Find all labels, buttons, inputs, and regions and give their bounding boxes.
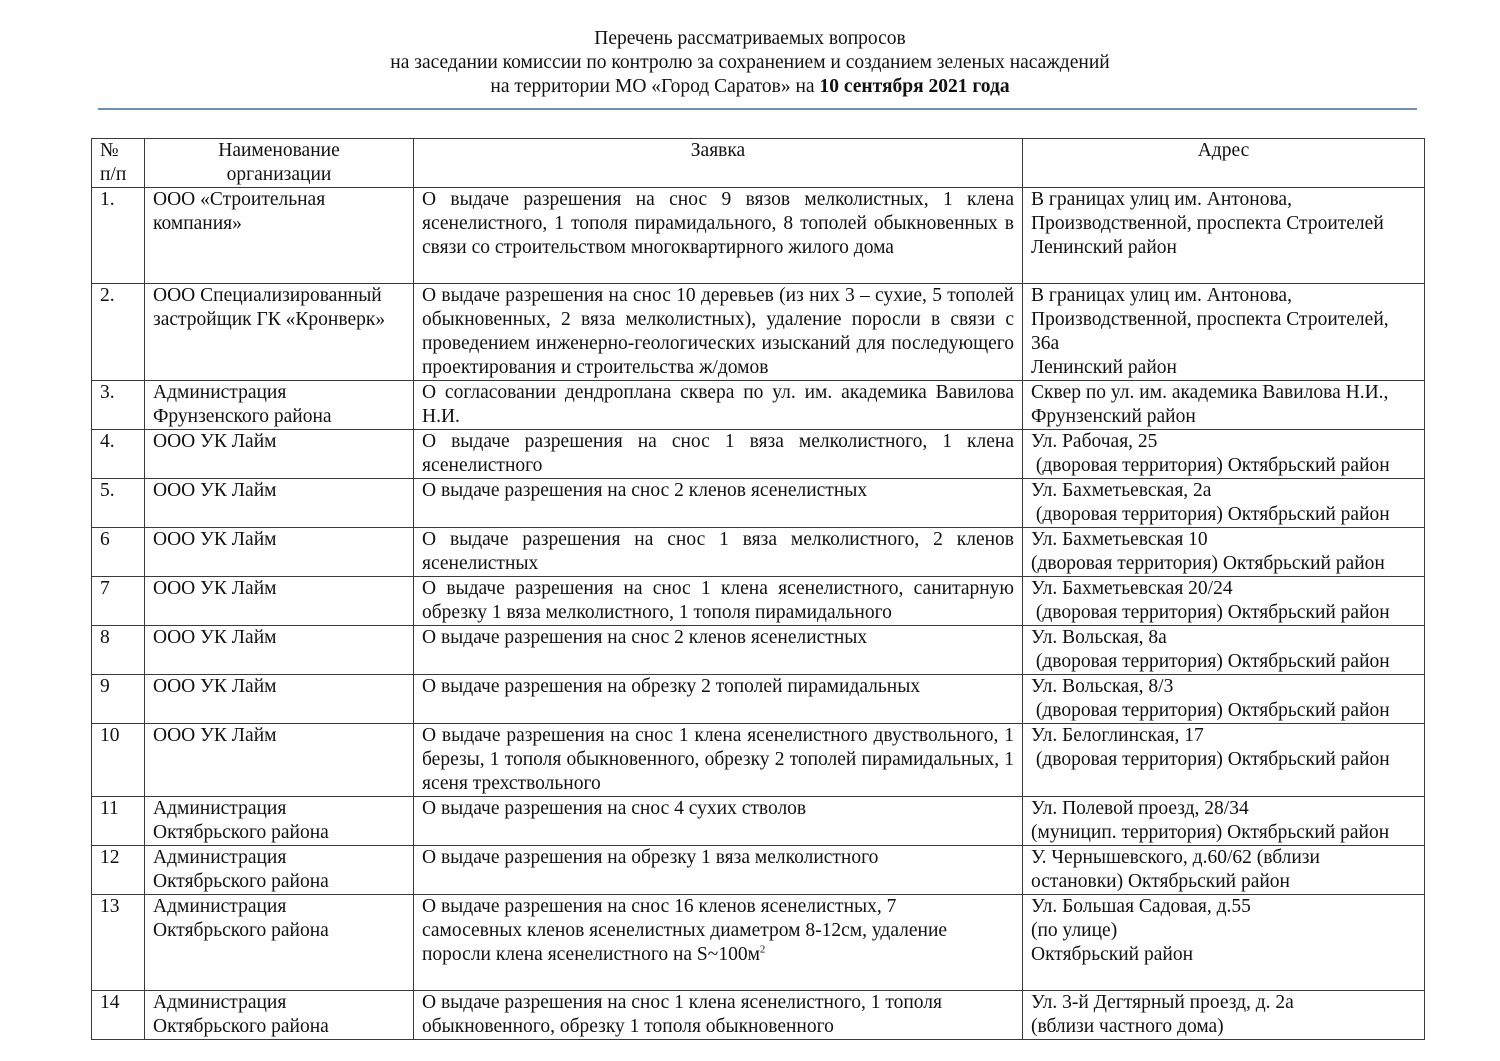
address: Ул. Бахметьевская, 2а (дворовая территория) Октябрьский район (1023, 479, 1425, 528)
table-row (92, 895, 1425, 991)
address: Ул. Полевой проезд, 28/34 (муницип. территория) Октябрьский район (1023, 797, 1425, 846)
title-line-3-prefix: на территории МО «Город Саратов» на (490, 76, 820, 97)
request-text: О выдаче разрешения на снос 2 кленов ясенелистных (414, 626, 1023, 675)
table-row (92, 846, 1425, 895)
table-row (92, 724, 1425, 797)
request-text: О выдаче разрешения на снос 1 клена ясенелистного двуствольного, 1 березы, 1 тополя обыкновенного, обрезку 2 тополей пирамидальных, 1 ясеня трехствольного (414, 724, 1023, 797)
row-number: 12 (92, 846, 145, 895)
header-request: Заявка (414, 139, 1023, 188)
superscript: 2 (759, 943, 766, 956)
organization-name: ООО УК Лайм (145, 675, 414, 724)
address: Ул. Большая Садовая, д.55 (по улице) Октябрьский район (1023, 895, 1425, 991)
row-number: 4. (92, 430, 145, 479)
row-number: 7 (92, 577, 145, 626)
table-row (92, 528, 1425, 577)
request-text: О выдаче разрешения на снос 2 кленов ясенелистных (414, 479, 1023, 528)
organization-name: Администрация Октябрьского района (145, 797, 414, 846)
table-row (92, 626, 1425, 675)
organization-name: Администрация Октябрьского района (145, 895, 414, 991)
address: Ул. Вольская, 8а (дворовая территория) Октябрьский район (1023, 626, 1425, 675)
document-title (0, 27, 1500, 99)
table-row (92, 188, 1425, 284)
meeting-date: 10 сентября 2021 года (819, 76, 1010, 97)
row-number: 13 (92, 895, 145, 991)
agenda-table (91, 138, 1425, 1040)
row-number: 11 (92, 797, 145, 846)
organization-name: Администрация Октябрьского района (145, 991, 414, 1040)
organization-name: Администрация Октябрьского района (145, 846, 414, 895)
request-text: О выдаче разрешения на снос 16 кленов ясенелистных, 7 самосевных кленов ясенелистных диаметром 8-12см, удаление поросли клена ясенелистного на $S\sim 100м^2$ (414, 895, 1023, 991)
table-header-row (92, 139, 1425, 188)
address: Ул. Бахметьевская 10 (дворовая территория) Октябрьский район (1023, 528, 1425, 577)
table-row (92, 577, 1425, 626)
organization-name: ООО «Строительная компания» (145, 188, 414, 284)
request-text: О выдаче разрешения на снос 1 вяза мелколистного, 1 клена ясенелистного (414, 430, 1023, 479)
address: Ул. Бахметьевская 20/24 (дворовая территория) Октябрьский район (1023, 577, 1425, 626)
organization-name: ООО УК Лайм (145, 577, 414, 626)
row-number: 3. (92, 381, 145, 430)
title-line-2: на заседании комиссии по контролю за сохранением и созданием зеленых насаждений (390, 52, 1110, 73)
request-text: О выдаче разрешения на обрезку 1 вяза мелколистного (414, 846, 1023, 895)
request-text: О выдаче разрешения на снос 1 вяза мелколистного, 2 кленов ясенелистных (414, 528, 1023, 577)
row-number: 10 (92, 724, 145, 797)
request-text: О выдаче разрешения на снос 9 вязов мелколистных, 1 клена ясенелистного, 1 тополя пирамидального, 8 тополей обыкновенных в связи со строительством многоквартирного жилого дома (414, 188, 1023, 284)
organization-name: ООО Специализированный застройщик ГК «Кронверк» (145, 284, 414, 381)
organization-name: ООО УК Лайм (145, 479, 414, 528)
header-organization: Наименование организации (145, 139, 414, 188)
row-number: 9 (92, 675, 145, 724)
address: Ул. Вольская, 8/3 (дворовая территория) Октябрьский район (1023, 675, 1425, 724)
title-line-1: Перечень рассматриваемых вопросов (594, 28, 906, 49)
address: В границах улиц им. Антонова, Производственной, проспекта Строителей, 36а Ленинский район (1023, 284, 1425, 381)
request-text: О выдаче разрешения на обрезку 2 тополей пирамидальных (414, 675, 1023, 724)
header-number: № п/п (92, 139, 145, 188)
table-row (92, 479, 1425, 528)
table-row (92, 797, 1425, 846)
organization-name: Администрация Фрунзенского района (145, 381, 414, 430)
organization-name: ООО УК Лайм (145, 626, 414, 675)
organization-name: ООО УК Лайм (145, 724, 414, 797)
table-row (92, 430, 1425, 479)
row-number: 14 (92, 991, 145, 1040)
row-number: 2. (92, 284, 145, 381)
row-number: 6 (92, 528, 145, 577)
address: Ул. Рабочая, 25 (дворовая территория) Октябрьский район (1023, 430, 1425, 479)
address: У. Чернышевского, д.60/62 (вблизи остановки) Октябрьский район (1023, 846, 1425, 895)
address: Ул. Белоглинская, 17 (дворовая территория) Октябрьский район (1023, 724, 1425, 797)
table-row (92, 381, 1425, 430)
title-line-3 (0, 75, 1500, 99)
table-row (92, 675, 1425, 724)
organization-name: ООО УК Лайм (145, 528, 414, 577)
row-number: 5. (92, 479, 145, 528)
row-number: 8 (92, 626, 145, 675)
request-text: О согласовании дендроплана сквера по ул. им. академика Вавилова Н.И. (414, 381, 1023, 430)
address: Ул. 3-й Дегтярный проезд, д. 2а (вблизи частного дома) (1023, 991, 1425, 1040)
header-address: Адрес (1023, 139, 1425, 188)
row-number: 1. (92, 188, 145, 284)
table-body (92, 188, 1425, 1040)
request-text: О выдаче разрешения на снос 10 деревьев (из них 3 – сухие, 5 тополей обыкновенных, 2 вяза мелколистных), удаление поросли в связи с проведением инженерно-геологических изысканий для последующего проектирования и строительства ж/домов (414, 284, 1023, 381)
table-row (92, 284, 1425, 381)
request-text: О выдаче разрешения на снос 4 сухих стволов (414, 797, 1023, 846)
address: В границах улиц им. Антонова, Производственной, проспекта Строителей Ленинский район (1023, 188, 1425, 284)
request-text: О выдаче разрешения на снос 1 клена ясенелистного, санитарную обрезку 1 вяза мелколистного, 1 тополя пирамидального (414, 577, 1023, 626)
title-divider (98, 108, 1417, 110)
organization-name: ООО УК Лайм (145, 430, 414, 479)
address: Сквер по ул. им. академика Вавилова Н.И., Фрунзенский район (1023, 381, 1425, 430)
request-text: О выдаче разрешения на снос 1 клена ясенелистного, 1 тополя обыкновенного, обрезку 1 тополя обыкновенного (414, 991, 1023, 1040)
table-row (92, 991, 1425, 1040)
